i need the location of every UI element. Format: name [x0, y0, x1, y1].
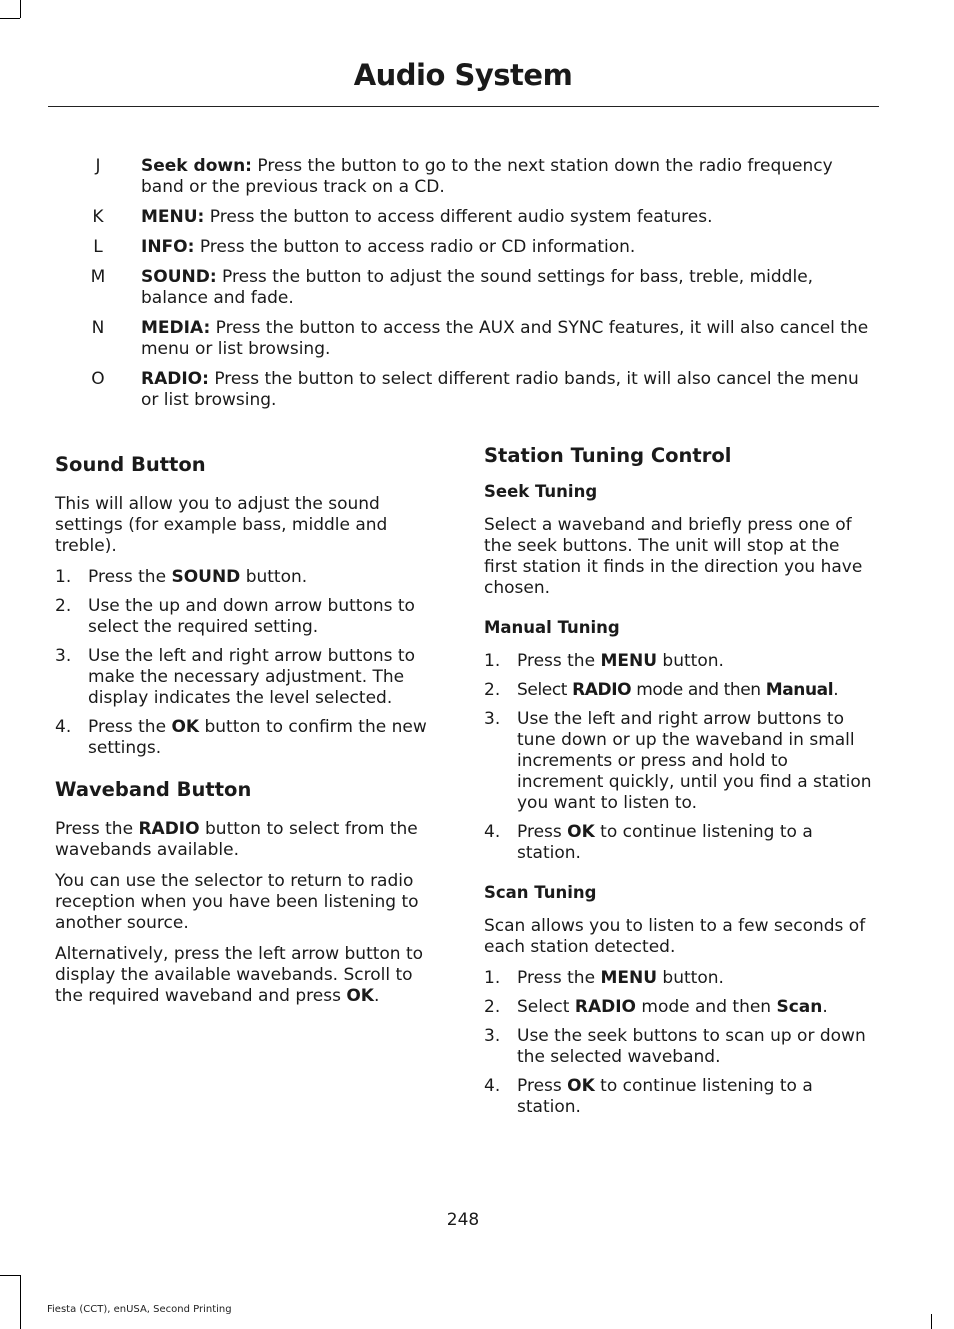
section-heading-station: Station Tuning Control — [484, 444, 732, 467]
step-number: 3. — [484, 1026, 501, 1046]
crop-mark — [0, 18, 20, 19]
key-letter: K — [92, 207, 104, 227]
list-item — [55, 567, 445, 588]
step-text: Press the — [88, 567, 172, 587]
step-number: 1. — [484, 651, 501, 671]
crop-mark — [20, 0, 21, 18]
crop-mark — [931, 1314, 932, 1329]
step-text: Press the — [88, 717, 172, 737]
key-description: Press the button to access different audio system features. — [204, 207, 713, 227]
list-item: 4. Press OK to continue listening to a station. — [484, 1076, 813, 1117]
list-item: 2. Select RADIO mode and then Scan. — [484, 997, 828, 1017]
key-letter: J — [95, 156, 101, 176]
scan-steps — [484, 968, 876, 1118]
step-text: button to confirm the new settings. — [88, 717, 427, 758]
step-number: 3. — [484, 709, 501, 729]
page-number: 248 — [446, 1210, 480, 1230]
crop-mark — [20, 1275, 21, 1329]
list-item — [55, 596, 445, 638]
list-item — [55, 646, 445, 709]
key-letter: O — [91, 369, 105, 389]
step-number: 4. — [55, 717, 72, 737]
key-description: Press the button to access radio or CD information. — [194, 237, 636, 257]
step-number: 3. — [55, 646, 72, 666]
step-text: Use the up and down arrow buttons to select the required setting. — [88, 596, 415, 637]
sound-intro: This will allow you to adjust the sound settings (for example bass, middle and treble). — [55, 494, 388, 556]
key-label: MEDIA: — [141, 318, 211, 338]
waveband-paragraph: Alternatively, press the left arrow button to display the available wavebands. Scroll to the required waveband and press OK. — [55, 944, 424, 1006]
step-number: 2. — [484, 997, 501, 1017]
key-item — [55, 237, 875, 258]
key-description: Press the button to access the AUX and SYNC features, it will also cancel the menu or list browsing. — [141, 318, 869, 359]
key-label: MENU: — [141, 207, 205, 227]
list-item: 1. Press the MENU button. — [484, 651, 724, 671]
step-number: 1. — [484, 968, 501, 988]
list-item: 1. Press the MENU button. — [484, 968, 724, 988]
waveband-paragraph: Press the RADIO button to select from the wavebands available. — [55, 819, 418, 860]
key-label: Seek down: — [141, 156, 252, 176]
key-item — [55, 207, 875, 228]
step-number: 4. — [484, 1076, 501, 1096]
section-heading-waveband: Waveband Button — [55, 778, 252, 801]
list-item: 4. Press OK to continue listening to a station. — [484, 822, 813, 863]
key-letter: N — [91, 318, 105, 338]
key-description: Press the button to select different radio bands, it will also cancel the menu or list browsing. — [141, 369, 859, 410]
right-column — [484, 443, 876, 1128]
footer-text: Fiesta (CCT), enUSA, Second Printing — [47, 1304, 232, 1315]
subheading-scan: Scan Tuning — [484, 883, 597, 902]
title-divider — [48, 106, 879, 107]
list-item — [55, 717, 445, 759]
seek-text: Select a waveband and briefly press one of the seek buttons. The unit will stop at the first station it finds in the direction you have chosen. — [484, 515, 863, 598]
step-bold: SOUND — [171, 567, 241, 587]
manual-steps — [484, 651, 876, 864]
step-number: 2. — [484, 680, 501, 700]
list-item: 3. Use the left and right arrow buttons to tune down or up the waveband in small increments or press and hold to increment quickly, until you find a station you want to listen to. — [484, 709, 872, 813]
key-item — [55, 267, 875, 309]
key-label: RADIO: — [141, 369, 209, 389]
crop-mark — [0, 1275, 20, 1276]
waveband-paragraph: You can use the selector to return to radio reception when you have been listening to another source. — [55, 871, 419, 933]
subheading-manual: Manual Tuning — [484, 618, 620, 637]
page-title: Audio System — [353, 58, 573, 92]
step-text: Use the left and right arrow buttons to make the necessary adjustment. The display indicates the level selected. — [88, 646, 415, 708]
key-description: Press the button to adjust the sound settings for bass, treble, middle, balance and fade. — [141, 267, 814, 308]
key-item — [55, 156, 875, 198]
sound-steps — [55, 567, 445, 759]
subheading-seek: Seek Tuning — [484, 482, 598, 501]
key-description: Press the button to go to the next station down the radio frequency band or the previous track on a CD. — [141, 156, 833, 197]
step-number: 2. — [55, 596, 72, 616]
left-column — [55, 452, 445, 1017]
key-label: SOUND: — [141, 267, 217, 287]
step-number: 1. — [55, 567, 72, 587]
step-bold: OK — [171, 717, 200, 737]
key-label: INFO: — [141, 237, 195, 257]
step-text: button. — [240, 567, 308, 587]
button-key-list — [55, 156, 875, 420]
key-item — [55, 369, 875, 411]
key-item — [55, 318, 875, 360]
list-item: 2. Select RADIO mode and then Manual. — [484, 680, 839, 700]
list-item: 3. Use the seek buttons to scan up or down the selected waveband. — [484, 1026, 866, 1067]
step-number: 4. — [484, 822, 501, 842]
scan-text: Scan allows you to listen to a few seconds of each station detected. — [484, 916, 866, 957]
key-letter: L — [93, 237, 103, 257]
section-heading-sound: Sound Button — [55, 453, 206, 476]
key-letter: M — [90, 267, 106, 287]
